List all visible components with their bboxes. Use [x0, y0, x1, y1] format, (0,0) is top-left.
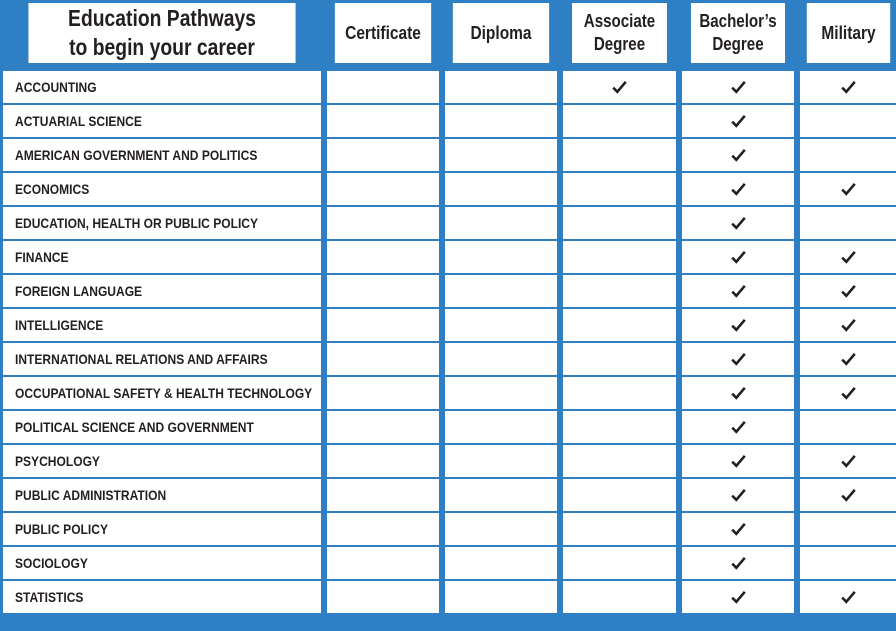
- pathway-cell: [563, 275, 676, 307]
- check-icon: [731, 114, 746, 128]
- career-label: [3, 445, 321, 477]
- pathway-cell: [445, 445, 557, 477]
- pathway-cell: [563, 343, 676, 375]
- pathway-cell: [800, 275, 896, 307]
- pathway-cell: [800, 207, 896, 239]
- career-label: [3, 105, 321, 137]
- career-label-text: STATISTICS: [15, 589, 84, 605]
- pathway-cell: [563, 513, 676, 545]
- pathway-cell: [445, 513, 557, 545]
- pathway-cell: [563, 479, 676, 511]
- column-header-line-1: Bachelor’s: [699, 11, 777, 31]
- pathway-cell: [682, 513, 794, 545]
- check-icon: [731, 216, 746, 230]
- check-icon: [841, 454, 856, 468]
- check-icon: [731, 148, 746, 162]
- pathway-cell: [800, 377, 896, 409]
- title-line-2: to begin your career: [69, 34, 255, 60]
- pathway-cell: [445, 309, 557, 341]
- pathway-cell: [563, 445, 676, 477]
- pathway-cell: [800, 513, 896, 545]
- column-header-line-2: Degree: [593, 34, 646, 54]
- career-label-text: AMERICAN GOVERNMENT AND POLITICS: [15, 147, 258, 163]
- column-header-line-1: Associate: [583, 11, 656, 31]
- pathway-cell: [563, 105, 676, 137]
- pathway-cell: [327, 173, 439, 205]
- pathway-cell: [563, 411, 676, 443]
- career-label: [3, 207, 321, 239]
- career-label: [3, 547, 321, 579]
- pathway-cell: [445, 479, 557, 511]
- career-label-text: ECONOMICS: [15, 181, 90, 197]
- pathway-cell: [327, 105, 439, 137]
- pathway-cell: [445, 207, 557, 239]
- pathway-cell: [563, 139, 676, 171]
- pathway-cell: [682, 241, 794, 273]
- career-label: [3, 71, 321, 103]
- pathway-cell: [800, 241, 896, 273]
- pathway-cell: [800, 581, 896, 613]
- pathway-cell: [327, 513, 439, 545]
- career-label: [3, 173, 321, 205]
- pathway-cell: [563, 241, 676, 273]
- pathway-cell: [563, 71, 676, 103]
- pathway-cell: [327, 581, 439, 613]
- pathway-cell: [563, 377, 676, 409]
- check-icon: [731, 590, 746, 604]
- check-icon: [841, 284, 856, 298]
- pathways-table: [3, 3, 896, 631]
- pathway-cell: [327, 309, 439, 341]
- pathway-cell: [682, 445, 794, 477]
- pathway-cell: [800, 411, 896, 443]
- check-icon: [841, 386, 856, 400]
- check-icon: [841, 318, 856, 332]
- pathway-cell: [563, 207, 676, 239]
- career-label: [3, 241, 321, 273]
- pathway-cell: [682, 71, 794, 103]
- pathway-cell: [800, 479, 896, 511]
- career-label: [3, 513, 321, 545]
- column-header-certificate: [335, 3, 431, 63]
- pathway-cell: [445, 105, 557, 137]
- pathway-cell: [682, 377, 794, 409]
- pathway-cell: [800, 343, 896, 375]
- check-icon: [731, 352, 746, 366]
- check-icon: [731, 386, 746, 400]
- pathway-cell: [327, 241, 439, 273]
- check-icon: [731, 80, 746, 94]
- career-label: [3, 275, 321, 307]
- pathway-cell: [445, 275, 557, 307]
- pathway-cell: [445, 173, 557, 205]
- pathway-cell: [445, 581, 557, 613]
- pathway-cell: [800, 173, 896, 205]
- pathway-cell: [682, 343, 794, 375]
- check-icon: [841, 250, 856, 264]
- pathway-cell: [327, 275, 439, 307]
- check-icon: [841, 590, 856, 604]
- career-label-text: INTERNATIONAL RELATIONS AND AFFAIRS: [15, 351, 268, 367]
- column-header-line-2: Degree: [712, 34, 764, 54]
- pathway-cell: [682, 479, 794, 511]
- career-label: [3, 343, 321, 375]
- check-icon: [841, 352, 856, 366]
- pathway-cell: [327, 71, 439, 103]
- career-label-text: PSYCHOLOGY: [15, 453, 100, 469]
- check-icon: [612, 80, 627, 94]
- check-icon: [731, 284, 746, 298]
- pathway-cell: [563, 547, 676, 579]
- career-label: [3, 139, 321, 171]
- pathway-cell: [563, 581, 676, 613]
- pathway-cell: [800, 139, 896, 171]
- check-icon: [841, 488, 856, 502]
- career-label-text: PUBLIC POLICY: [15, 521, 108, 537]
- career-label-text: ACCOUNTING: [15, 79, 97, 95]
- pathway-cell: [445, 547, 557, 579]
- pathway-cell: [445, 139, 557, 171]
- check-icon: [731, 250, 746, 264]
- career-label: [3, 377, 321, 409]
- pathway-cell: [800, 547, 896, 579]
- career-label-text: POLITICAL SCIENCE AND GOVERNMENT: [15, 419, 254, 435]
- pathway-cell: [800, 309, 896, 341]
- pathway-cell: [327, 343, 439, 375]
- pathway-cell: [445, 377, 557, 409]
- career-label: [3, 479, 321, 511]
- check-icon: [841, 80, 856, 94]
- pathway-cell: [682, 581, 794, 613]
- column-header-bachelors-degree: [691, 3, 785, 63]
- pathway-cell: [682, 207, 794, 239]
- pathway-cell: [563, 173, 676, 205]
- pathway-cell: [682, 105, 794, 137]
- career-label-text: FINANCE: [15, 249, 69, 265]
- pathway-cell: [800, 71, 896, 103]
- pathway-cell: [800, 105, 896, 137]
- check-icon: [731, 556, 746, 570]
- table-title: [28, 3, 295, 63]
- check-icon: [731, 182, 746, 196]
- pathway-cell: [682, 547, 794, 579]
- career-label-text: PUBLIC ADMINISTRATION: [15, 487, 167, 503]
- check-icon: [731, 454, 746, 468]
- check-icon: [731, 488, 746, 502]
- pathway-cell: [445, 71, 557, 103]
- career-label-text: SOCIOLOGY: [15, 555, 88, 571]
- career-label-text: EDUCATION, HEALTH OR PUBLIC POLICY: [15, 215, 259, 231]
- pathway-cell: [327, 547, 439, 579]
- pathway-cell: [327, 139, 439, 171]
- career-label: [3, 309, 321, 341]
- check-icon: [731, 522, 746, 536]
- pathway-cell: [563, 309, 676, 341]
- career-label-text: INTELLIGENCE: [15, 317, 104, 333]
- check-icon: [731, 420, 746, 434]
- career-label-text: FOREIGN LANGUAGE: [15, 283, 143, 299]
- pathway-cell: [682, 275, 794, 307]
- pathway-cell: [682, 411, 794, 443]
- pathway-cell: [327, 479, 439, 511]
- column-header-diploma: [453, 3, 549, 63]
- career-label: [3, 581, 321, 613]
- pathway-cell: [682, 139, 794, 171]
- career-label: [3, 411, 321, 443]
- career-label-text: ACTUARIAL SCIENCE: [15, 113, 142, 129]
- pathway-cell: [445, 241, 557, 273]
- career-label-text: OCCUPATIONAL SAFETY & HEALTH TECHNOLOGY: [15, 385, 313, 401]
- pathway-cell: [445, 411, 557, 443]
- pathway-cell: [682, 309, 794, 341]
- check-icon: [731, 318, 746, 332]
- column-header-line-1: Certificate: [345, 22, 421, 43]
- pathway-cell: [800, 445, 896, 477]
- column-header-military: [807, 3, 890, 63]
- pathway-cell: [327, 445, 439, 477]
- pathway-cell: [445, 343, 557, 375]
- pathway-cell: [327, 377, 439, 409]
- title-line-1: Education Pathways: [68, 5, 256, 31]
- check-icon: [841, 182, 856, 196]
- column-header-associate-degree: [572, 3, 667, 63]
- pathway-cell: [327, 207, 439, 239]
- pathway-cell: [682, 173, 794, 205]
- column-header-line-1: Military: [821, 22, 876, 43]
- column-header-line-1: Diploma: [470, 22, 532, 43]
- pathway-cell: [327, 411, 439, 443]
